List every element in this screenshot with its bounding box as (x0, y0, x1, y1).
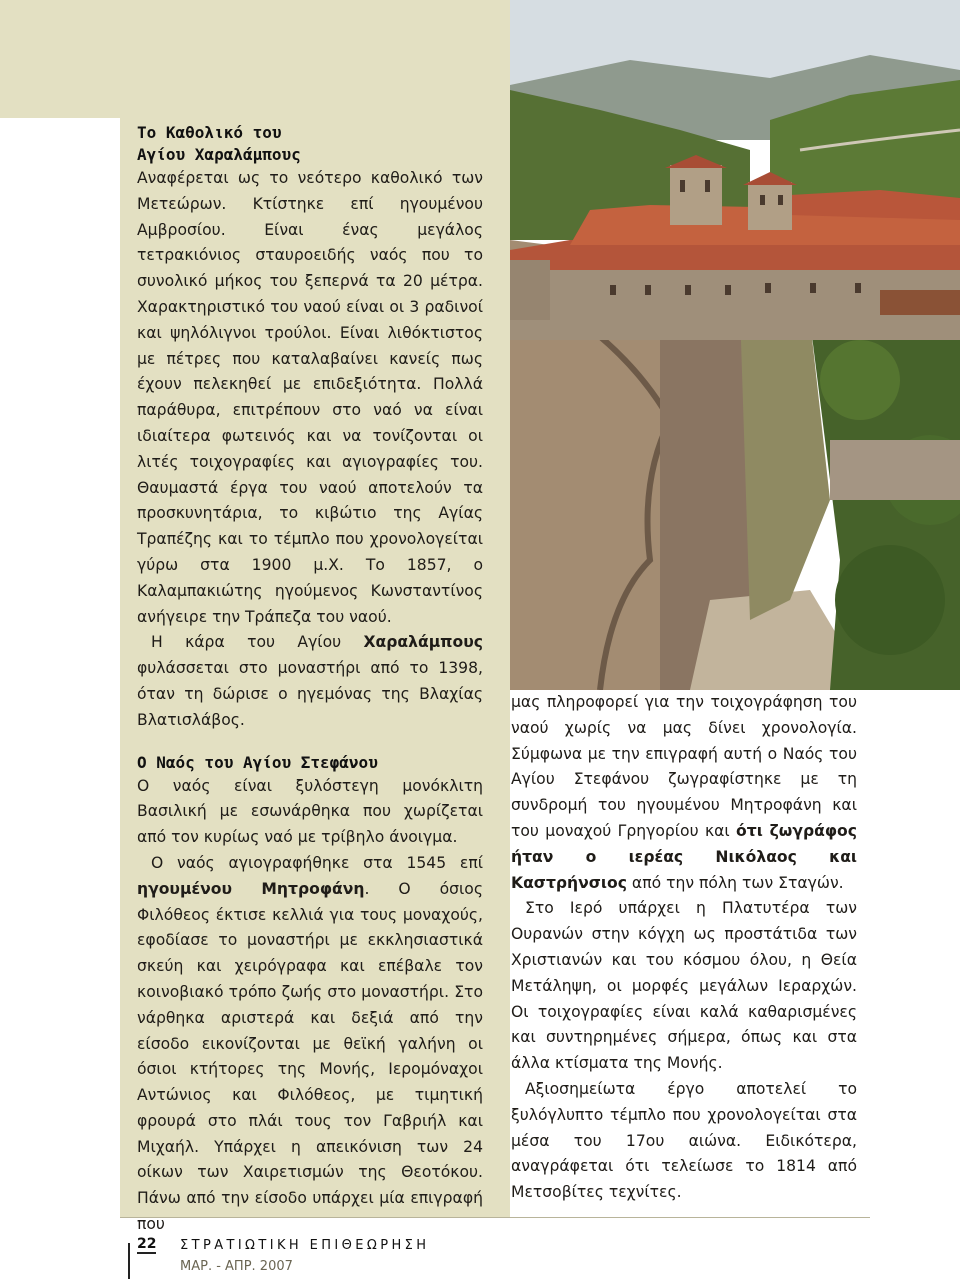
bold-text-run: ότι ζωγράφος ήταν ο ιερέας Νικόλαος και Καστρήνσιος (511, 821, 857, 892)
text-run: φυλάσσεται στο μοναστήρι από το 1398, όταν τη δώρισε ο ηγεμόνας της Βλαχίας Βλατισλάβος. (137, 659, 483, 729)
monastery-photo (510, 0, 960, 690)
section-heading-stefanos: Ο Ναός του Αγίου Στεφάνου (137, 752, 378, 772)
bold-text-run: ηγουμένου Μητροφάνη (137, 879, 365, 898)
section-spacer (137, 734, 483, 752)
header-background-band (0, 0, 510, 118)
magazine-title: ΣΤΡΑΤΙΩΤΙΚΗ ΕΠΙΘΕΩΡΗΣΗ (180, 1238, 430, 1253)
paragraph (511, 690, 857, 896)
bold-text-run: Χαραλάμπους (363, 633, 483, 652)
footer-divider (120, 1217, 870, 1218)
paragraph: Αναφέρεται ως το νεότερο καθολικό των Μετεώρων. Κτίστηκε επί ηγουμένου Αμβροσίου. Είναι ένας μεγάλος τετρακιόνιος σταυροειδής ναός που το συνολικό μήκος του ξεπερνά τα 20 μέτρα. Χαρακτηριστικό του ναού είναι οι 3 ραδινοί και ψηλόλιγνοι τρούλοι. Είναι λιθόκτιστος με πέτρες που καταλαβαίνει κανείς πως έχουν πελεκηθεί με επιδεξιότητα. Πολλά παράθυρα, επιτρέπουν στο ναό να είναι ιδιαίτερα φωτεινός και να τονίζονται οι λιτές τοιχογραφίες και αγιογραφίες του. Θαυμαστά έργα του ναού αποτελούν τα προσκυνητάρια, το κιβώτιο της Αγίας Τραπέζης και το τέμπλο που χρονολογείται γύρω στα 1900 μ.Χ. Το 1857, ο Καλαμπακιώτης ηγούμενος Κωνσταντίνος ανήγειρε την Τράπεζα του ναού. (137, 169, 483, 626)
issue-date: ΜΑΡ. - ΑΠΡ. 2007 (180, 1259, 293, 1274)
heading-line-2: Αγίου Χαραλάμπους (137, 145, 301, 164)
footer-rule-mark (128, 1243, 130, 1279)
paragraph (137, 851, 483, 1238)
left-text-column (137, 122, 483, 1238)
text-run: μας πληροφορεί για την τοιχογράφηση του ναού χωρίς να μας δίνει χρονολογία. Σύμφωνα με την επιγραφή αυτή ο Ναός του Αγίου Στεφάνου ζωγραφίστηκε με τη συνδρομή του ηγουμένου Μητροφάνη και του μοναχού Γρηγορίου και (511, 693, 857, 840)
text-run: . Ο όσιος Φιλόθεος έκτισε κελλιά για τους μοναχούς, εφοδίασε το μοναστήρι με εκκλησιαστικά σκεύη και χειρόγραφα και επέβαλε τον κοινοβιακό τρόπο ζωής στο μοναστήρι. Στο νάρθηκα αριστερά και δεξιά από την είσοδο εικονίζονται με θεϊκή γαλήνη οι όσιοι κτήτορες της Μονής, Ιερομόναχοι Αντώνιος και Φιλόθεος, με τιμητική φρουρά στο πλάι τους τον Γαβριήλ και Μιχαήλ. Υπάρχει η απεικόνιση των 24 οίκων των Χαιρετισμών της Θεοτόκου. Πάνω από την είσοδο υπάρχει μία επιγραφή που (137, 879, 483, 1234)
text-run: Η κάρα του Αγίου (151, 633, 364, 652)
text-run: από την πόλη των Σταγών. (626, 873, 844, 892)
page-number: 22 (137, 1236, 157, 1252)
text-run: Ο ναός αγιογραφήθηκε στα 1545 επί (151, 853, 483, 872)
heading-line-1: Το Καθολικό του (137, 123, 282, 142)
paragraph: Στο Ιερό υπάρχει η Πλατυτέρα των Ουρανών στην κόγχη ως προστάτιδα των Χριστιανών και του κόσμου όλου, η Θεία Μετάληψη, οι μορφές μεγάλων Ιεραρχών. Οι τοιχογραφίες είναι καλά καθαρισμένες και συντηρημένες σήμερα, όπως και στα άλλα κτίσματα της Μονής. (511, 899, 857, 1073)
paragraph (137, 630, 483, 733)
paragraph: Ο ναός είναι ξυλόστεγη μονόκλιτη Βασιλική με εσωνάρθηκα που χωρίζεται από τον κυρίως ναό με τρίβηλο άνοιγμα. (137, 776, 483, 847)
paragraph: Αξιοσημείωτα έργο αποτελεί το ξυλόγλυπτο τέμπλο που χρονολογείται στα μέσα του 17ου αιώνα. Ειδικότερα, αναγράφεται ότι τελείωσε το 1814 από Μετσοβίτες τεχνίτες. (511, 1079, 857, 1202)
section-heading-charalambos (137, 122, 483, 166)
right-text-column (511, 690, 857, 1206)
